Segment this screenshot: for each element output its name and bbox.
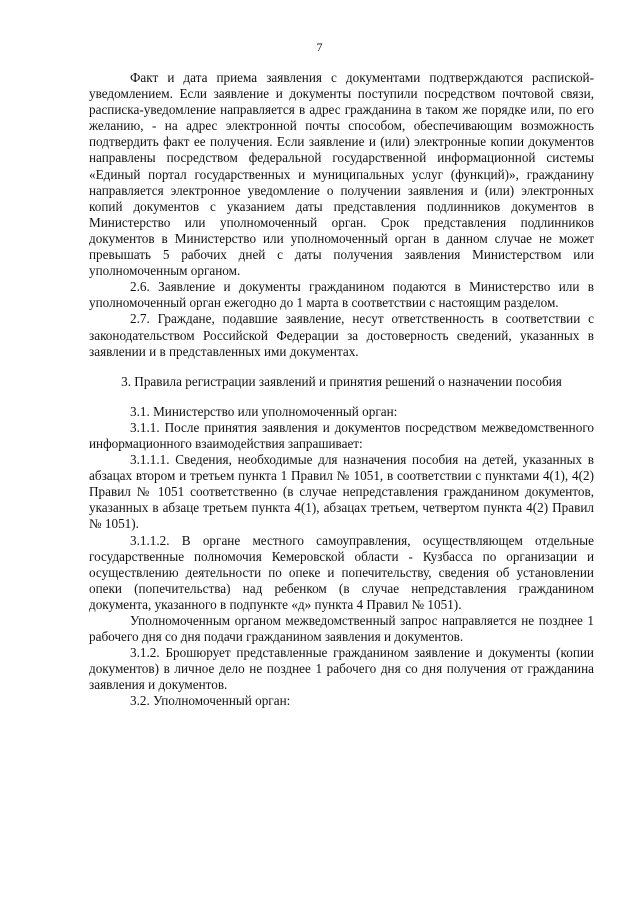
paragraph-2-5-continuation: Факт и дата приема заявления с документами подтверждаются распиской-уведомлением. Если заявление и документы поступили посредством почтовой связи, расписка-уведомление направляется в адрес гражданина в таком же порядке или, по его желанию, - на адрес электронной почты способом, обеспечивающим возможность подтвердить факт ее получения. Если заявление и (или) электронные копии документов направлены посредством федеральной государственной информационной системы «Единый портал государственных и муниципальных услуг (функций)», гражданину направляется электронное уведомление о получении заявления и (или) электронных копий документов с указанием даты представления подлинников документов в Министерство или уполномоченный орган. Срок представления подлинников документов в Министерство или уполномоченный орган в данном случае не может превышать 5 рабочих дней с даты получения заявления Министерством или уполномоченным органом.: [89, 70, 594, 279]
section-3-heading: 3. Правила регистрации заявлений и принятия решений о назначении пособия: [121, 373, 562, 389]
page-number: 7: [316, 40, 323, 54]
paragraph-interagency-request: Уполномоченным органом межведомственный запрос направляется не позднее 1 рабочего дня со дня подачи гражданином заявления и документов.: [89, 613, 594, 645]
paragraph-3-1-1: 3.1.1. После принятия заявления и документов посредством межведомственного информационного взаимодействия запрашивает:: [89, 419, 594, 451]
paragraph-3-1-2: 3.1.2. Брошюрует представленные гражданином заявление и документы (копии документов) в личное дело не позднее 1 рабочего дня со дня получения от гражданина заявления и документов.: [89, 645, 594, 693]
paragraph-3-2: 3.2. Уполномоченный орган:: [130, 693, 291, 709]
document-body: [89, 70, 594, 710]
paragraph-2-7: 2.7. Граждане, подавшие заявление, несут ответственность в соответствии с законодательством Российской Федерации за достоверность сведений, указанных в заявлении и в представленных ими документах.: [89, 311, 594, 359]
paragraph-3-1-1-1: 3.1.1.1. Сведения, необходимые для назначения пособия на детей, указанных в абзацах втором и третьем пункта 1 Правил № 1051, в соответствии с пунктами 4(1), 4(2) Правил № 1051 соответственно (в случае непредставления гражданином документов, указанных в абзаце третьем пункта 4(1), абзацах третьем, четвертом пункта 4(2) Правил № 1051).: [89, 452, 594, 532]
paragraph-2-6: 2.6. Заявление и документы гражданином подаются в Министерство или в уполномоченный орган ежегодно до 1 марта в соответствии с настоящим разделом.: [89, 279, 594, 311]
paragraph-3-1: 3.1. Министерство или уполномоченный орган:: [130, 403, 398, 419]
paragraph-3-1-1-2: 3.1.1.2. В органе местного самоуправления, осуществляющем отдельные государственные полномочия Кемеровской области - Кузбасса по организации и осуществлению деятельности по опеке и попечительству, сведения об установлении опеки (попечительства) над ребенком (в случае непредставления гражданином документа, указанного в подпункте «д» пункта 4 Правил № 1051).: [89, 532, 594, 612]
